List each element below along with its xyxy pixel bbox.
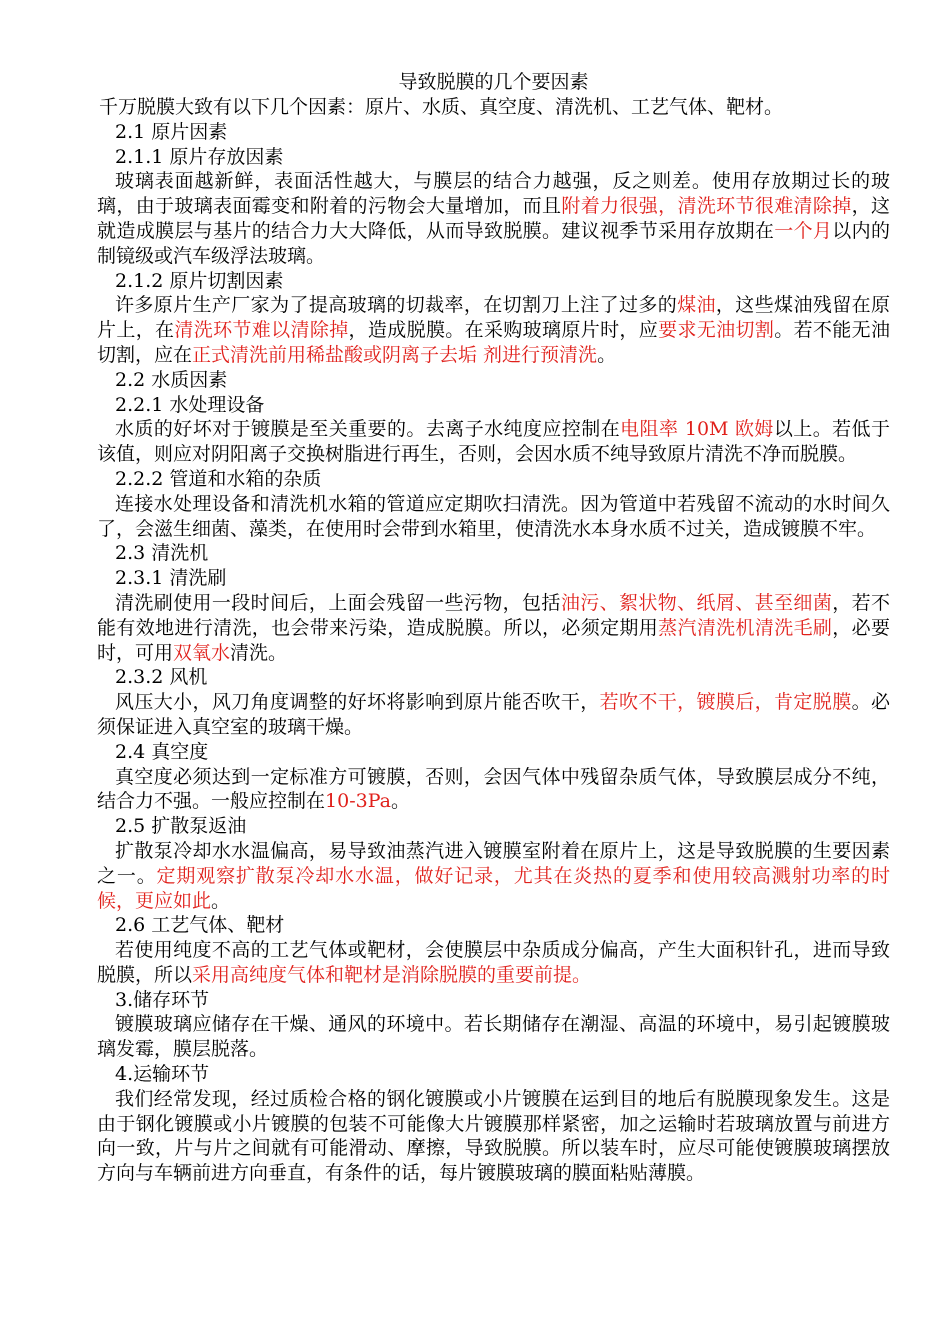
highlight-text: 若吹不干，镀膜后，肯定脱膜 <box>599 691 852 714</box>
heading-2-3: 2.3 清洗机 <box>115 542 209 565</box>
page-title: 导致脱膜的几个要因素 <box>398 71 589 93</box>
highlight-text: 清洗环节难以清除掉 <box>174 319 349 342</box>
body-text: 。 <box>597 343 617 366</box>
highlight-text: 煤油 <box>677 294 716 317</box>
paragraph-3 <box>97 1012 890 1062</box>
paragraph-2-3-1 <box>97 591 890 665</box>
body-text: 许多原片生产厂家为了提高玻璃的切裁率，在切割刀上注了过多的 <box>115 294 678 317</box>
body-text: 。若不能无油切割，应在 <box>97 319 890 366</box>
body-text: 清洗。 <box>230 641 288 664</box>
highlight-text: 正式清洗前用稀盐酸或阴离子去垢 剂进行预清洗 <box>192 343 598 366</box>
heading-2-4: 2.4 真空度 <box>115 740 209 763</box>
body-text: 风压大小，风刀角度调整的好坏将影响到原片能否吹干， <box>115 691 600 714</box>
body-text: 以上。若低于该值，则应对阴阳离子交换树脂进行再生，否则，会因水质不纯导致原片清洗不净而脱膜。 <box>97 418 890 466</box>
highlight-text: 蒸汽清洗机清洗毛刷 <box>658 616 833 639</box>
highlight-text: 采用高纯度气体和靶材是消除脱膜的重要前提。 <box>192 963 592 986</box>
body-text: 。必须保证进入真空室的玻璃干燥。 <box>97 691 890 738</box>
body-text: 镀膜玻璃应储存在干燥、通风的环境中。若长期储存在潮湿、高温的环境中，易引起镀膜玻璃发霉，膜层脱落。 <box>97 1013 890 1061</box>
body-text: ，这就造成膜层与基片的结合力大大降低，从而导致脱膜。建议视季节采用存放期在 <box>97 195 890 242</box>
highlight-text: 要求无油切割 <box>658 319 775 342</box>
paragraph-2-5 <box>97 839 890 913</box>
paragraph-2-1-2 <box>97 293 890 367</box>
body-text: 真空度必须达到一定标准方可镀膜，否则，会因气体中残留杂质气体，导致膜层成分不纯，结合力不强。一般应控制在 <box>97 765 890 813</box>
intro-paragraph: 千万脱膜大致有以下几个因素：原片、水质、真空度、清洗机、工艺气体、靶材。 <box>99 96 784 118</box>
body-text: 。 <box>211 889 231 912</box>
body-text: 。 <box>390 790 410 813</box>
heading-2-1: 2.1 原片因素 <box>115 120 228 143</box>
body-text: 清洗刷使用一段时间后，上面会残留一些污物，包括 <box>115 591 561 614</box>
heading-2-3-2: 2.3.2 风机 <box>115 666 208 689</box>
highlight-text: 10-3Pa <box>325 790 391 813</box>
highlight-text: 电阻率 10M 欧姆 <box>620 418 774 441</box>
highlight-text: 一个月 <box>774 219 833 242</box>
body-text: ，必要时，可用 <box>97 616 890 664</box>
body-text: 以内的制镜级或汽车级浮法玻璃。 <box>97 219 890 267</box>
body-text: 玻璃表面越新鲜，表面活性越大，与膜层的结合力越强，反之则差。使用存放期过长的玻璃，由于玻璃表面霉变和附着的污物会大量增加，而且 <box>97 170 890 218</box>
heading-2-2: 2.2 水质因素 <box>115 368 228 391</box>
body-text: 连接水处理设备和清洗机水箱的管道应定期吹扫清洗。因为管道中若残留不流动的水时间久了，会滋生细菌、藻类，在使用时会带到水箱里，使清洗水本身水质不过关，造成镀膜不牢。 <box>97 492 890 540</box>
paragraph-2-4 <box>97 765 890 815</box>
heading-2-6: 2.6 工艺气体、靶材 <box>115 914 285 937</box>
body-text: 扩散泵冷却水水温偏高，易导致油蒸汽进入镀膜室附着在原片上，这是导致脱膜的生要因素之一。 <box>97 839 890 887</box>
highlight-text: 定期观察扩散泵冷却水水温，做好记录，尤其在炎热的夏季和使用较高溅射功率的时候，更应如此 <box>97 864 890 912</box>
body-text: ，这些煤油残留在原片上，在 <box>97 294 890 342</box>
paragraph-4 <box>97 1087 890 1186</box>
paragraph-2-2-2 <box>97 492 890 542</box>
heading-4: 4.运输环节 <box>115 1063 210 1086</box>
paragraph-2-2-1 <box>97 417 890 467</box>
heading-2-5: 2.5 扩散泵返油 <box>115 815 247 838</box>
highlight-text: 附着力很强，清洗环节很难清除掉 <box>561 195 852 218</box>
paragraph-2-6 <box>97 938 890 988</box>
document-page <box>97 70 890 1186</box>
heading-2-3-1: 2.3.1 清洗刷 <box>115 567 227 590</box>
body-text: ，若不能有效地进行清洗，也会带来污染，造成脱膜。所以，必须定期用 <box>97 591 890 639</box>
highlight-text: 双氧水 <box>173 641 231 664</box>
body-text: 水质的好坏对于镀膜是至关重要的。去离子水纯度应控制在 <box>115 418 621 441</box>
body-text: ，造成脱膜。在采购玻璃原片时，应 <box>348 319 659 342</box>
heading-2-2-1: 2.2.1 水处理设备 <box>115 393 265 416</box>
heading-2-1-1: 2.1.1 原片存放因素 <box>115 145 284 168</box>
heading-2-2-2: 2.2.2 管道和水箱的杂质 <box>115 467 322 490</box>
heading-2-1-2: 2.1.2 原片切割因素 <box>115 269 284 292</box>
highlight-text: 油污、絮状物、纸屑、甚至细菌 <box>560 591 833 614</box>
body-text: 若使用纯度不高的工艺气体或靶材，会使膜层中杂质成分偏高，产生大面积针孔，进而导致脱膜，所以 <box>97 939 890 986</box>
paragraph-2-1-1 <box>97 169 890 268</box>
heading-3: 3.储存环节 <box>115 988 210 1011</box>
paragraph-2-3-2 <box>97 690 890 740</box>
body-text: 我们经常发现，经过质检合格的钢化镀膜或小片镀膜在运到目的地后有脱膜现象发生。这是由于钢化镀膜或小片镀膜的包装不可能像大片镀膜那样紧密，加之运输时若玻璃放置与前进方向一致，片与片之间就有可能滑动、摩擦，导致脱膜。所以装车时，应尽可能使镀膜玻璃摆放方向与车辆前进方向垂直，有条件的话，每片镀膜玻璃的膜面粘贴薄膜。 <box>97 1087 890 1185</box>
